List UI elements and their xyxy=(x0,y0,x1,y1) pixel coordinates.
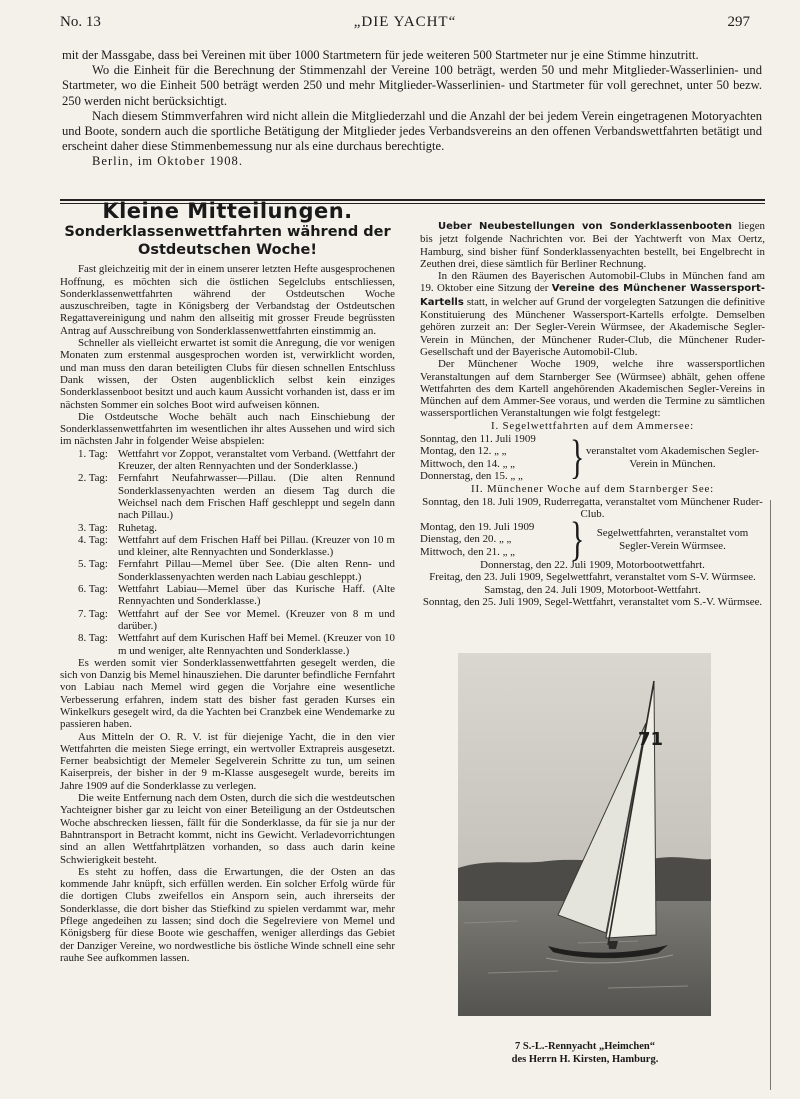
day-text: Wettfahrt auf der See vor Memel. (Kreuzer von 8 m und darüber.) xyxy=(118,607,395,632)
journal-title: „DIE YACHT“ xyxy=(353,14,457,30)
page-edge-line xyxy=(770,500,771,1090)
paragraph: Es werden somit vier Sonderklassenwettfahrten gesegelt werden, die sich von Danzig bis Memel hinausziehen. Die darunter befindliche Fernfahrt von Labiau nach Memel wird gegen die Vorjahre eine wesentliche Verbesserung erfahren, indem statt des bisher fast geraden Kurses ein Winkelkurs gesegelt wird, da die Yachten bei Cranzbek eine Wendemarke zu passieren haben. xyxy=(60,656,395,731)
paragraph-text: liegen bis jetzt folgende Nachrichten vor. Bei der Yachtwerft von Max Oertz, Hamburg, sind bisher fünf Sonderklassenyachten bestellt, bei Engelbrecht in Zeuthen drei, diese sämtlich für Berliner Rechnung. xyxy=(420,220,765,270)
yacht-photo xyxy=(458,653,711,1016)
paragraph: Die Ostdeutsche Woche behält auch nach Einschiebung der Sonderklassenwettfahrten im wesentlichen ihr altes Aussehen und wird sich im nächsten Jahr in folgender Weise abspielen: xyxy=(60,410,395,448)
day-text: Wettfahrt vor Zoppot, veranstaltet vom Verband. (Wettfahrt der Kreuzer, der alten Rennyachten und der Sonderklasse.) xyxy=(118,447,395,473)
brace: } xyxy=(570,430,585,484)
article-title: Sonderklassenwettfahrten während der Ostdeutschen Woche! xyxy=(64,224,391,259)
day-item xyxy=(60,632,395,657)
day-label: 6. Tag: xyxy=(78,583,108,596)
paragraph: Die weite Entfernung nach dem Osten, durch die sich die westdeutschen Yachteigner bisher gar zu leicht von einer Beteiligung an der Ostdeutschen Woche abschrecken liessen, fällt für die Sonderklasse, da für sie ja nur der Bahntransport in Betracht kommt, nicht ins Gewicht. Verladevorrichtungen sind an allen Wettfahrtplätzen vorhanden, so dass auch darin keine Schwierigkeit besteht. xyxy=(60,792,395,866)
day-item xyxy=(60,558,395,583)
paragraph: Aus Mitteln der O. R. V. ist für diejenige Yacht, die in den vier Wettfahrten die meisten Siege erringt, ein wertvoller Extrapreis ausgesetzt. Ferner beabsichtigt der Memeler Segelverein Schritte zu tun, um seinen Kaiserpreis, der bisher in der 9 m-Klasse ausgesegelt wurde, bereits im Jahre 1909 auf die Sonderklasse zu verlegen. xyxy=(60,730,395,792)
schedule-line: Sonntag, den 25. Juli 1909, Segel-Wettfahrt, veranstaltet vom S.-V. Würmsee. xyxy=(422,595,763,608)
caption-line: des Herrn H. Kirsten, Hamburg. xyxy=(511,1054,659,1065)
day-text: Wettfahrt Labiau—Memel über das Kurische Haff. (Alte Rennyachten und Sonderklasse.) xyxy=(118,583,395,608)
schedule-line: Sonntag, den 11. Juli 1909 xyxy=(420,433,536,446)
day-text: Ruhetag. xyxy=(118,521,158,534)
day-text: Wettfahrt auf dem Kurischen Haff bei Memel. (Kreuzer von 10 m und weniger, alte Rennyachten und Sonderklasse.) xyxy=(118,632,395,657)
schedule-line: Samstag, den 24. Juli 1909, Motorboot-Wettfahrt. xyxy=(484,583,701,596)
day-item xyxy=(60,534,395,559)
intro-paragraph: Wo die Einheit für die Berechnung der Stimmenzahl der Vereine 100 beträgt, werden 50 und mehr Mitglieder-Wasserlinien- und Startmeter, wo die Einheit 500 beträgt werden 250 und mehr Mitglieder-Wasserlinien- und Startmeter für voll gerechnet, unter 50 bezw. 250 werden nicht berücksichtigt. xyxy=(62,63,762,108)
intro-paragraph: Nach diesem Stimmverfahren wird nicht allein die Mitgliederzahl und die Anzahl der bei jedem Verein eingetragenen Motoryachten und Boote, sondern auch die sportliche Betätigung der Mitglieder jedes Verbandsvereins an den offenen Verbandswettfahrten betätigt und erscheint daher diese Stimmenbemessung nur als eine durchaus berechtigte. xyxy=(62,108,762,154)
issue-number: No. 13 xyxy=(60,14,101,30)
day-text: Fernfahrt Pillau—Memel über See. (Die alten Renn- und Sonderklassenyachten werden nach Labiau geschleppt.) xyxy=(118,558,395,583)
photo-caption xyxy=(440,1040,730,1066)
running-header xyxy=(60,14,750,38)
section-title: Kleine Mitteilungen. xyxy=(102,199,353,223)
day-label: 8. Tag: xyxy=(78,632,108,645)
day-label: 4. Tag: xyxy=(78,533,108,546)
day-label: 2. Tag: xyxy=(78,472,108,485)
day-text: Fernfahrt Neufahrwasser—Pillau. (Die alten Rennund Sonderklassenyachten werden an diesem Tag durch die Weichsel nach dem Frischen Haff geschleppt und segeln dann nach Pillau.) xyxy=(118,472,395,522)
day-text: Wettfahrt auf dem Frischen Haff bei Pillau. (Kreuzer von 10 m und kleiner, alte Rennyachten und Sonderklasse.) xyxy=(118,533,395,559)
dateline: Berlin, im Oktober 1908. xyxy=(92,154,243,169)
paragraph-text: In den Räumen des Bayerischen Automobil-Clubs in München fand am 19. Oktober eine Sitzung der xyxy=(420,270,765,295)
day-item xyxy=(60,448,395,473)
left-column xyxy=(60,199,395,964)
caption-line: 7 S.-L.-Rennyacht „Heimchen“ xyxy=(515,1041,655,1052)
paragraph: Schneller als vielleicht erwartet ist somit die Anregung, die vor wenigen Monaten zum erstenmal ausgesprochen worden ist, verwirklicht worden, und man muss den daran beteiligten Clubs für diesen schnellen Entschluss Dank wissen, der Osten augenblicklich selbst kein einziges Sonderklassenboot besitzt und auch kaum Aussicht vorhanden ist, dass er im nächsten Sommer ein solches Boot wird aufweisen können. xyxy=(60,337,395,411)
schedule-line: Mittwoch, den 14. „ „ xyxy=(420,457,515,470)
schedule-line: Donnerstag, den 15. „ „ xyxy=(420,469,523,482)
schedule-line: Montag, den 12. „ „ xyxy=(420,445,507,458)
schedule-line: Sonntag, den 18. Juli 1909, Ruderregatta, veranstaltet vom Münchener Ruder-Club. xyxy=(422,495,763,520)
lead-in: Ueber Neubestellungen von Sonderklassenbooten xyxy=(438,221,732,232)
paragraph: Fast gleichzeitig mit der in einem unserer letzten Hefte ausgesprochenen Hoffnung, es möchten sich die östlichen Segelclubs entschliessen, Sonderklassenwettfahrten während der Ostdeutschen Woche auszuschreiben, tagte in Königsberg der Verbandstag der Ostdeutschen Regattavereinigung und nahm den allseitig mit grosser Freude begrüssten Antrag auf Ausschreibung von Sonderklassenwettfahrten einstimmig an. xyxy=(60,263,395,337)
schedule-line: Dienstag, den 20. „ „ xyxy=(420,533,512,546)
schedule-line: Donnerstag, den 22. Juli 1909, Motorbootwettfahrt. xyxy=(480,559,705,572)
paragraph: Der Münchener Woche 1909, welche ihre wassersportlichen Veranstaltungen auf dem Starnberger See (Würmsee) abhält, gehen offene Wettfahrten des dem Kartell angehörenden Akademischen Segler-Vereins in München auf dem Ammer-See voraus, und werden die Termine zu sämtlichen wassersportlichen Veranstaltungen wie folgt festgelegt: xyxy=(420,358,765,420)
schedule-heading: I. Segelwettfahrten auf dem Ammersee: xyxy=(491,419,694,432)
sail-number: 71 xyxy=(638,729,664,750)
intro-text xyxy=(62,48,762,170)
schedule-block xyxy=(420,430,765,484)
day-item xyxy=(60,583,395,608)
page-number: 297 xyxy=(727,14,750,30)
day-label: 3. Tag: xyxy=(78,521,108,534)
day-item xyxy=(60,522,395,534)
schedule-line: Montag, den 19. Juli 1909 xyxy=(420,521,535,534)
schedule-dates xyxy=(420,521,570,558)
paragraph xyxy=(420,270,765,358)
paragraph: Es steht zu hoffen, dass die Erwartungen, die der Osten an das kommende Jahr knüpft, sich erfüllen werden. Ein solcher Erfolg würde für die dortigen Clubs zweifellos ein Ansporn sein, auch ihrerseits der Sonderklasse, die dort bisher das Stiefkind zu spielen verdammt war, mehr Pflege angedeihen zu lassen; sind doch die Segelreviere von Memel und Königsberg für diese Boote wie geschaffen, weniger allerdings das Gebiet der Danziger Vereine, wo nordwestliche bis östliche Winde schnell eine sehr rauhe See aufkommen lassen. xyxy=(60,865,395,964)
schedule-line: Freitag, den 23. Juli 1909, Segelwettfahrt, veranstaltet vom S-V. Würmsee. xyxy=(429,571,756,584)
brace: } xyxy=(570,512,585,566)
right-column xyxy=(420,220,765,608)
emphasis: Vereine des Münchener Wassersport-Kartells xyxy=(420,283,765,308)
day-item xyxy=(60,608,395,633)
paragraph-text: statt, in welcher auf Grund der vorgelegten Satzungen die definitive Konstituierung des Münchener Wassersport-Kartells erfolgte. Demselben gehören zurzeit an: Der Segler-Verein Würmsee, der Akademische Segler-Verein in München, der Münchener Ruder-Club, die Münchener Ruder-Gesellschaft und der Bayerische Automobil-Club. xyxy=(420,295,765,358)
day-label: 5. Tag: xyxy=(78,558,108,571)
schedule-line: Mittwoch, den 21. „ „ xyxy=(420,545,515,558)
schedule-organizer: veranstaltet vom Akademischen Segler-Verein in München. xyxy=(585,445,760,470)
schedule-heading: II. Münchener Woche auf dem Starnberger See: xyxy=(471,483,714,496)
day-label: 1. Tag: xyxy=(78,447,108,460)
schedule-organizer: Segelwettfahrten, veranstaltet vom Segler-Verein Würmsee. xyxy=(596,527,749,552)
schedule-dates xyxy=(420,433,570,482)
day-label: 7. Tag: xyxy=(78,607,108,620)
paragraph xyxy=(420,220,765,270)
intro-paragraph: mit der Massgabe, dass bei Vereinen mit über 1000 Startmetern für jede weiteren 500 Startmeter nur je eine Stimme hinzutritt. xyxy=(62,48,699,62)
day-item xyxy=(60,472,395,521)
